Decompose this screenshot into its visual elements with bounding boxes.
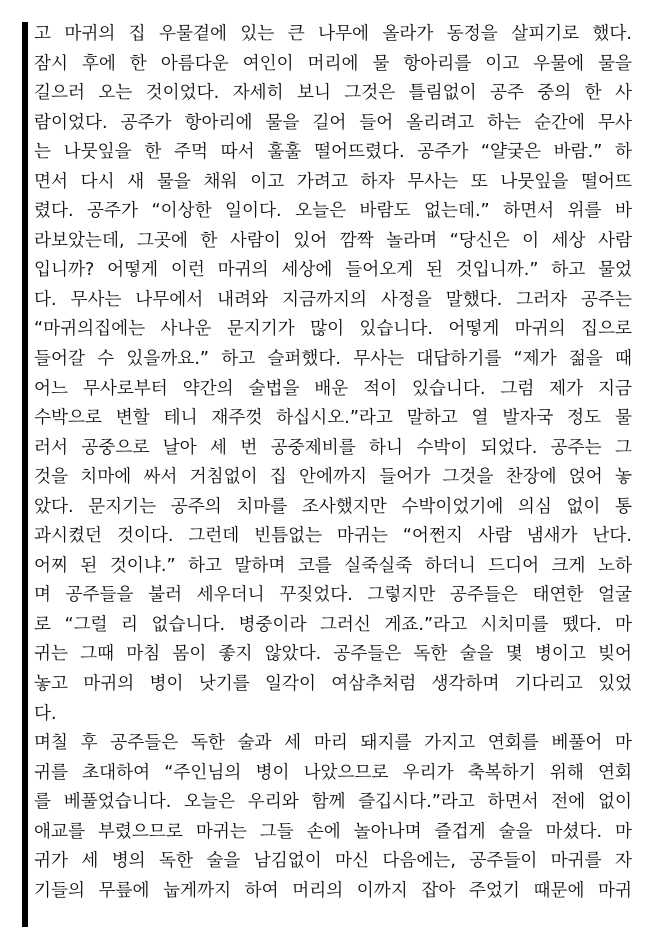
left-margin-rule — [22, 22, 28, 927]
text-line: 고 마귀의 집 우물곁에 있는 큰 나무에 올라가 동정을 살피기로 했다. — [34, 24, 632, 44]
text-line: 길으러 오는 것이었다. 자세히 보니 그것은 틀림없이 공주 중의 한 사 — [34, 83, 632, 104]
text-line: 들어갈 수 있을까요.” 하고 슬퍼했다. 무사는 대답하기를 “제가 젊을 때 — [34, 349, 632, 370]
body-text — [34, 20, 632, 906]
text-line: 는 나뭇잎을 한 주먹 따서 훌훌 떨어뜨렸다. 공주가 “얄궂은 바람.” 하 — [34, 142, 632, 163]
text-line: 다. — [34, 703, 57, 724]
text-line: 다. 무사는 나무에서 내려와 지금까지의 사정을 말했다. 그러자 공주는 — [34, 289, 632, 310]
text-line: 놓고 마귀의 병이 낫기를 일각이 여삼추처럼 생각하며 기다리고 있었 — [34, 674, 632, 695]
text-line: 애교를 부렸으므로 마귀는 그들 손에 놀아나며 즐겁게 술을 마셨다. 마 — [34, 821, 632, 842]
text-line: 를 베풀었습니다. 오늘은 우리와 함께 즐깁시다.”라고 하면서 전에 없이 — [34, 792, 632, 813]
text-line: 귀가 세 병의 독한 술을 남김없이 마신 다음에는, 공주들이 마귀를 자 — [34, 851, 632, 872]
text-line: 람이었다. 공주가 항아리에 물을 길어 들어 올리려고 하는 순간에 무사 — [34, 112, 632, 133]
text-line: 수박으로 변할 테니 재주껏 하십시오.”라고 말하고 열 발자국 정도 물 — [34, 408, 632, 429]
text-line: 며 공주들을 불러 세우더니 꾸짖었다. 그렇지만 공주들은 태연한 얼굴 — [34, 585, 632, 606]
text-line: 며칠 후 공주들은 독한 술과 세 마리 돼지를 가지고 연회를 베풀어 마 — [34, 733, 632, 754]
text-line: 면서 다시 새 물을 채워 이고 가려고 하자 무사는 또 나뭇잎을 떨어뜨 — [34, 171, 632, 192]
text-line: 잠시 후에 한 아름다운 여인이 머리에 물 항아리를 이고 우물에 물을 — [34, 53, 632, 74]
text-line: 기들의 무릎에 눕게까지 하여 머리의 이까지 잡아 주었기 때문에 마귀 — [34, 880, 632, 901]
text-line: 았다. 문지기는 공주의 치마를 조사했지만 수박이었기에 의심 없이 통 — [34, 496, 632, 517]
text-line: 어느 무사로부터 약간의 술법을 배운 적이 있습니다. 그럼 제가 지금 — [34, 378, 632, 399]
text-line: 어찌 된 것이냐.” 하고 말하며 코를 실죽실죽 하더니 드디어 크게 노하 — [34, 555, 632, 576]
text-line: 로 “그럴 리 없습니다. 병중이라 그러신 게죠.”라고 시치미를 뗐다. 마 — [34, 614, 632, 635]
text-line: 라보았는데, 그곳에 한 사람이 있어 깜짝 놀라며 “당신은 이 세상 사람 — [34, 230, 632, 251]
text-line: 러서 공중으로 날아 세 번 공중제비를 하니 수박이 되었다. 공주는 그 — [34, 437, 632, 458]
text-line: 것을 치마에 싸서 거침없이 집 안에까지 들어가 그것을 찬장에 얹어 놓 — [34, 467, 632, 488]
text-line: 귀는 그때 마침 몸이 좋지 않았다. 공주들은 독한 술을 몇 병이고 빚어 — [34, 644, 632, 665]
text-line: 렸다. 공주가 “이상한 일이다. 오늘은 바람도 없는데.” 하면서 위를 바 — [34, 201, 632, 222]
text-line: “마귀의집에는 사나운 문지기가 많이 있습니다. 어떻게 마귀의 집으로 — [34, 319, 632, 340]
text-line: 입니까? 어떻게 이런 마귀의 세상에 들어오게 된 것입니까.” 하고 물었 — [34, 260, 632, 281]
text-line: 귀를 초대하여 “주인님의 병이 나았으므로 우리가 축복하기 위해 연회 — [34, 762, 632, 783]
text-line: 과시켰던 것이다. 그런데 빈틈없는 마귀는 “어쩐지 사람 냄새가 난다. — [34, 526, 632, 547]
